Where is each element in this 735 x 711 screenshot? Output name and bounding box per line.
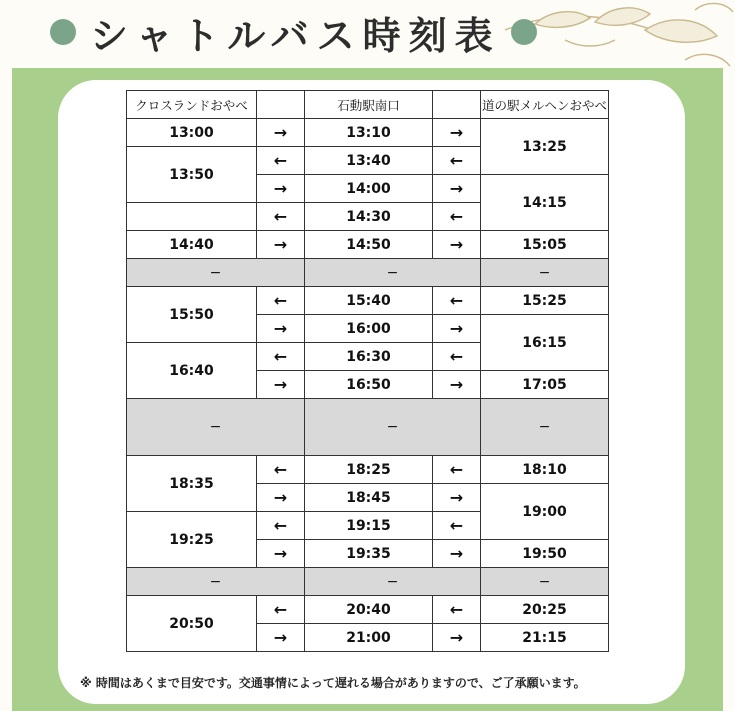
arrow-left-icon: ← [257,456,305,484]
time-isurugi: 18:25 [305,456,433,484]
time-michinoeki: 21:15 [481,624,609,652]
arrow-right-icon: → [257,315,305,343]
time-michinoeki: 17:05 [481,371,609,399]
time-michinoeki: 14:15 [481,175,609,231]
break-dash: − [481,568,609,596]
table-row [127,456,609,484]
column-header-blank [433,91,481,119]
time-crossland: 16:40 [127,343,257,399]
time-crossland: 13:00 [127,119,257,147]
arrow-left-icon: ← [257,343,305,371]
time-michinoeki: 13:25 [481,119,609,175]
time-michinoeki: 19:00 [481,484,609,540]
arrow-left-icon: ← [433,596,481,624]
arrow-right-icon: → [433,175,481,203]
arrow-right-icon: → [257,484,305,512]
time-isurugi: 21:00 [305,624,433,652]
arrow-right-icon: → [257,231,305,259]
break-dash: − [305,568,481,596]
time-isurugi: 16:00 [305,315,433,343]
time-isurugi: 15:40 [305,287,433,315]
arrow-right-icon: → [257,540,305,568]
break-dash: − [305,399,481,456]
title-bar [50,4,537,60]
time-isurugi: 14:30 [305,203,433,231]
time-isurugi: 18:45 [305,484,433,512]
arrow-right-icon: → [433,119,481,147]
time-crossland: 13:50 [127,147,257,203]
time-crossland: 18:35 [127,456,257,512]
table-row [127,231,609,259]
arrow-right-icon: → [257,371,305,399]
arrow-left-icon: ← [257,512,305,540]
page-title: シャトルバス時刻表 [90,12,501,58]
title-dot-icon [511,19,537,45]
time-isurugi: 13:40 [305,147,433,175]
arrow-right-icon: → [257,624,305,652]
time-isurugi: 14:00 [305,175,433,203]
arrow-right-icon: → [433,484,481,512]
arrow-left-icon: ← [433,512,481,540]
time-isurugi: 16:50 [305,371,433,399]
arrow-right-icon: → [433,231,481,259]
column-header-crossland: クロスランドおやべ [127,91,257,119]
arrow-left-icon: ← [433,203,481,231]
arrow-right-icon: → [257,119,305,147]
time-michinoeki: 15:25 [481,287,609,315]
time-isurugi: 16:30 [305,343,433,371]
time-crossland: 15:50 [127,287,257,343]
break-row [127,259,609,287]
arrow-right-icon: → [433,371,481,399]
time-michinoeki: 16:15 [481,315,609,371]
arrow-left-icon: ← [433,287,481,315]
time-crossland: 14:40 [127,231,257,259]
table-row [127,596,609,624]
break-dash: − [127,259,305,287]
time-michinoeki: 15:05 [481,231,609,259]
break-dash: − [481,259,609,287]
column-header-michinoeki: 道の駅メルヘンおやべ [481,91,609,119]
footnote: ※ 時間はあくまで目安です。交通事情によって遅れる場合がありますので、ご了承願います。 [80,676,586,690]
arrow-right-icon: → [433,540,481,568]
time-michinoeki: 20:25 [481,596,609,624]
break-dash: − [305,259,481,287]
timetable [126,90,609,652]
arrow-left-icon: ← [257,287,305,315]
arrow-right-icon: → [257,175,305,203]
time-isurugi: 19:15 [305,512,433,540]
table-row [127,287,609,315]
time-crossland: 19:25 [127,512,257,568]
arrow-left-icon: ← [433,456,481,484]
table-row [127,119,609,147]
header-row [127,91,609,119]
break-dash: − [127,399,305,456]
time-isurugi: 20:40 [305,596,433,624]
column-header-isurugi: 石動駅南口 [305,91,433,119]
title-dot-icon [50,19,76,45]
break-dash: − [481,399,609,456]
time-isurugi: 14:50 [305,231,433,259]
break-row [127,399,609,456]
column-header-blank [257,91,305,119]
time-isurugi: 13:10 [305,119,433,147]
arrow-left-icon: ← [257,147,305,175]
arrow-left-icon: ← [433,343,481,371]
time-crossland [127,203,257,231]
time-isurugi: 19:35 [305,540,433,568]
arrow-left-icon: ← [433,147,481,175]
arrow-left-icon: ← [257,203,305,231]
time-michinoeki: 19:50 [481,540,609,568]
time-michinoeki: 18:10 [481,456,609,484]
break-dash: − [127,568,305,596]
arrow-right-icon: → [433,624,481,652]
arrow-left-icon: ← [257,596,305,624]
arrow-right-icon: → [433,315,481,343]
break-row [127,568,609,596]
time-crossland: 20:50 [127,596,257,652]
